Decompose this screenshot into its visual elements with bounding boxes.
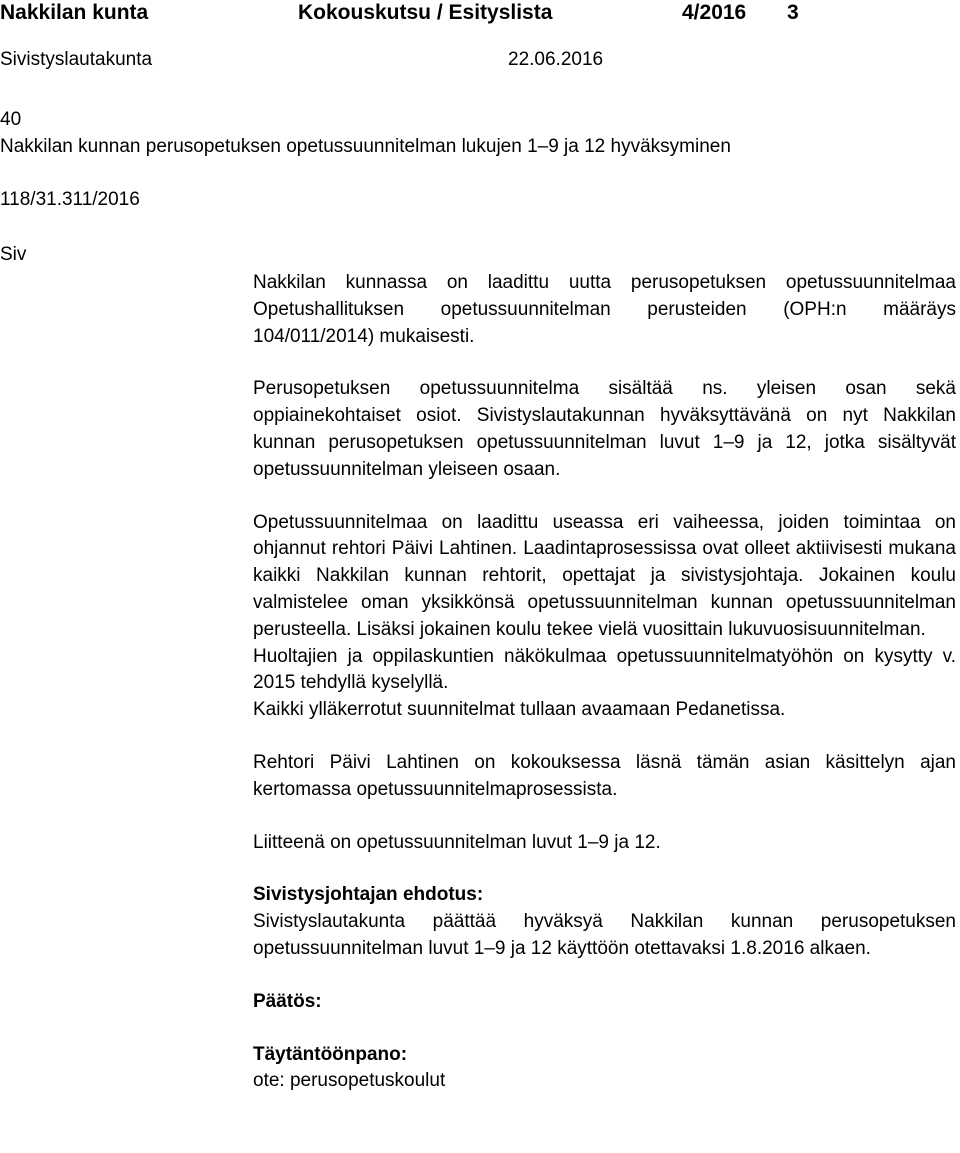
issue-number: 4/2016	[682, 1, 747, 24]
item-body	[253, 270, 956, 1095]
decision-heading: Päätös:	[253, 990, 322, 1012]
preparer-code: Siv	[0, 244, 27, 265]
proposal-heading: Sivistysjohtajan ehdotus:	[253, 884, 484, 906]
execution-heading: Täytäntöönpano:	[253, 1043, 408, 1065]
execution-text: ote: perusopetuskoulut	[253, 1070, 446, 1092]
item-title: Nakkilan kunnan perusopetuksen opetussuunnitelman lukujen 1–9 ja 12 hyväksyminen	[0, 136, 731, 157]
paragraph: Kaikki ylläkerrotut suunnitelmat tullaan avaamaan Pedanetissa.	[253, 699, 786, 721]
municipality-name: Nakkilan kunta	[0, 1, 149, 24]
paragraph: Nakkilan kunnassa on laadittu uutta perusopetuksen opetussuunnitelmaa Opetushallituksen opetussuunnitelman perusteiden (OPH:n määräys 104/011/2014) mukaisesti.	[253, 272, 956, 347]
page-header	[0, 0, 960, 28]
record-id: 118/31.311/2016	[0, 189, 140, 210]
meeting-date: 22.06.2016	[508, 49, 604, 70]
page-number: 3	[787, 1, 799, 24]
paragraph: Perusopetuksen opetussuunnitelma sisältää ns. yleisen osan sekä oppiainekohtaiset osiot. Sivistyslautakunnan hyväksyttävänä on nyt Nakkilan kunnan perusopetuksen opetussuunnitelman luvut 1–9 ja 12, jotka sisältyvät opetussuunnitelman yleiseen osaan.	[253, 378, 956, 480]
paragraph: Rehtori Päivi Lahtinen on kokouksessa läsnä tämän asian käsittelyn ajan kertomassa opetussuunnitelmaprosessista.	[253, 751, 956, 800]
committee-name: Sivistyslautakunta	[0, 49, 153, 70]
item-number: 40	[0, 109, 22, 130]
proposal-text: Sivistyslautakunta päättää hyväksyä Nakkilan kunnan perusopetuksen opetussuunnitelman luvut 1–9 ja 12 käyttöön otettavaksi 1.8.2016 alkaen.	[253, 911, 956, 959]
document-type: Kokouskutsu / Esityslista	[298, 1, 553, 24]
paragraph: Opetussuunnitelmaa on laadittu useassa eri vaiheessa, joiden toimintaa on ohjannut rehtori Päivi Lahtinen. Laadintaprosessissa ovat olleet aktiivisesti mukana kaikki Nakkilan kunnan rehtorit, opettajat ja sivistysjohtaja. Jokainen koulu valmistelee oman yksikkönsä opetussuunnitelman kunnan opetussuunnitelman perusteella. Lisäksi jokainen koulu tekee vielä vuosittain lukuvuosisuunnitelman.	[253, 511, 956, 640]
paragraph: Huoltajien ja oppilaskuntien näkökulmaa opetussuunnitelmatyöhön on kysytty v. 2015 tehdyllä kyselyllä.	[253, 645, 956, 694]
paragraph: Liitteenä on opetussuunnitelman luvut 1–9 ja 12.	[253, 831, 661, 853]
